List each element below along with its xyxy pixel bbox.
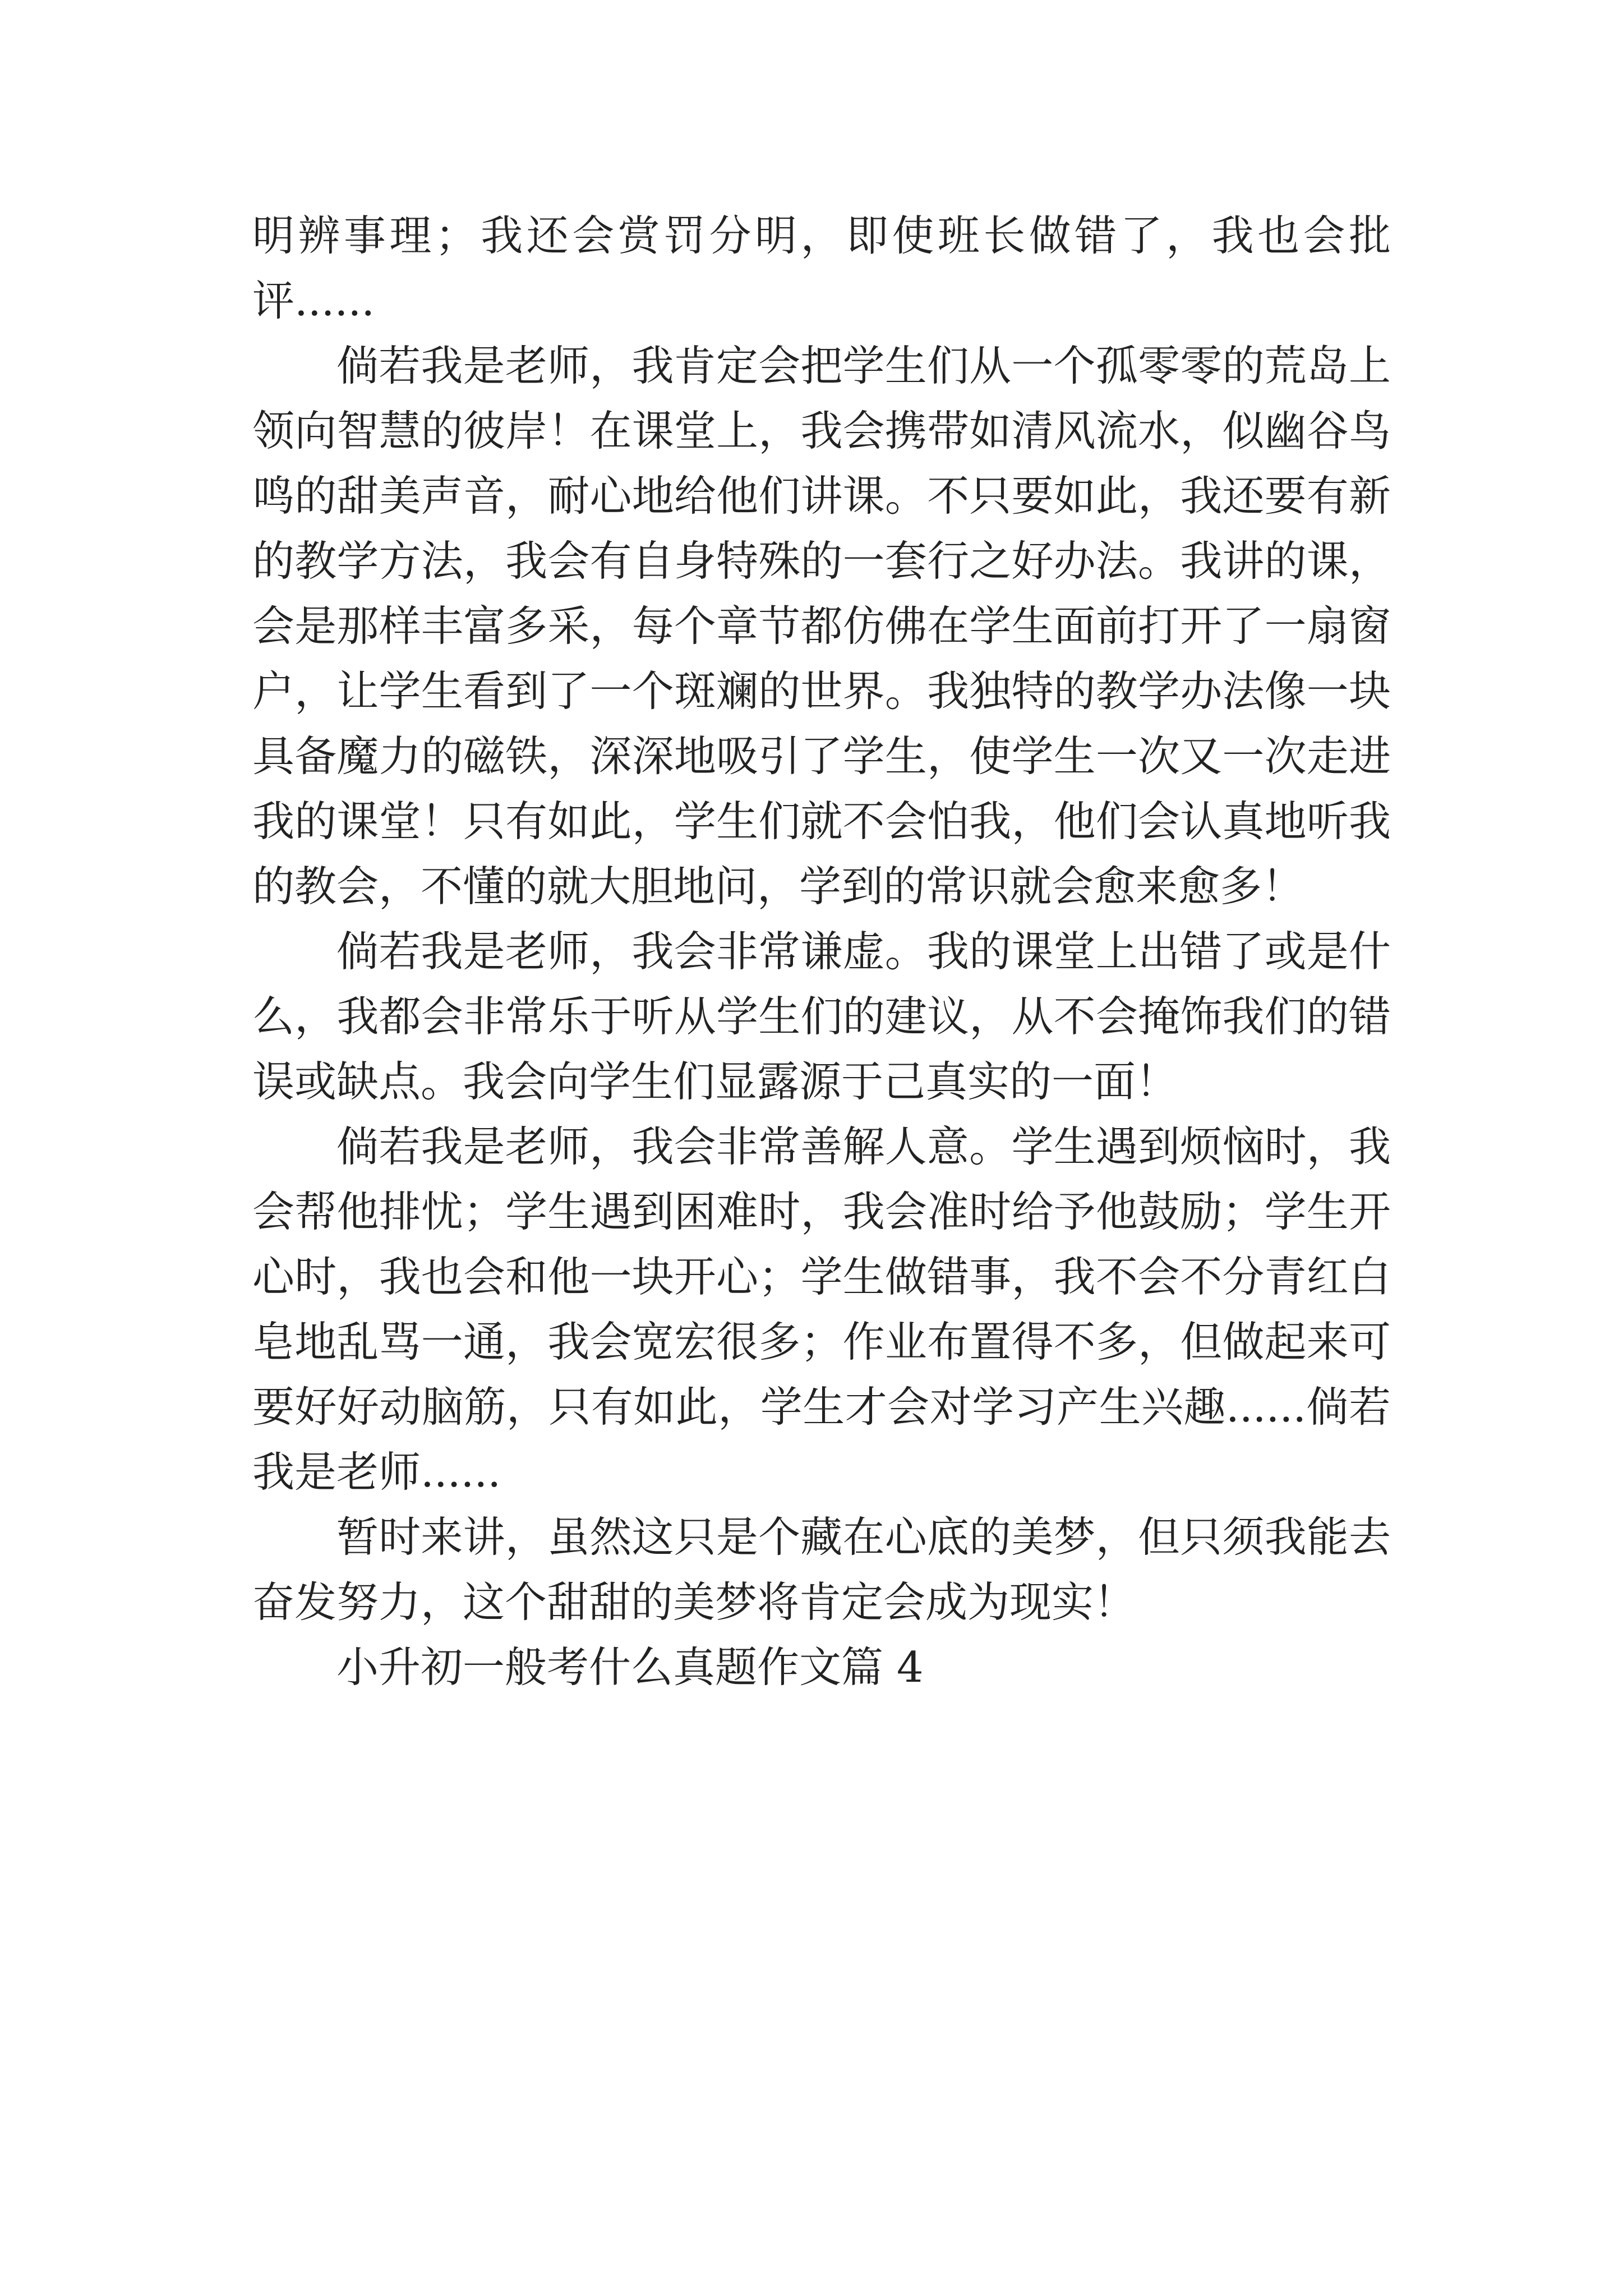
paragraph-teacher-wisdom: 倘若我是老师，我肯定会把学生们从一个孤零零的荒岛上领向智慧的彼岸！在课堂上，我会携带如清风流水，似幽谷鸟鸣的甜美声音，耐心地给他们讲课。不只要如此，我还要有新的教学方法，我会有自身特殊的一套行之好办法。我讲的课，会是那样丰富多采，每个章节都仿佛在学生面前打开了一扇窗户，让学生看到了一个斑斓的世界。我独特的教学办法像一块具备魔力的磁铁，深深地吸引了学生，使学生一次又一次走进我的课堂！只有如此，学生们就不会怕我，他们会认真地听我的教会，不懂的就大胆地问，学到的常识就会愈来愈多！ [252,341,1391,911]
paragraph-teacher-understanding: 倘若我是老师，我会非常善解人意。学生遇到烦恼时，我会帮他排忧；学生遇到困难时，我会准时给予他鼓励；学生开心时，我也会和他一块开心；学生做错事，我不会不分青红白皂地乱骂一通，我会宽宏很多；作业布置得不多，但做起来可要好好动脑筋，只有如此，学生才会对学习产生兴趣......倘若我是老师...... [252,1122,1391,1497]
section-heading: 小升初一般考什么真题作文篇 4 [336,1642,924,1692]
paragraph-teacher-humble: 倘若我是老师，我会非常谦虚。我的课堂上出错了或是什么，我都会非常乐于听从学生们的建议，从不会掩饰我们的错误或缺点。我会向学生们显露源于己真实的一面！ [252,927,1391,1106]
document-body [252,203,1391,1700]
paragraph-conclusion: 暂时来讲，虽然这只是个藏在心底的美梦，但只须我能去奋发努力，这个甜甜的美梦将肯定会成为现实！ [252,1512,1391,1627]
paragraph-continuation: 明辨事理；我还会赏罚分明，即使班长做错了，我也会批评...... [252,211,1391,325]
